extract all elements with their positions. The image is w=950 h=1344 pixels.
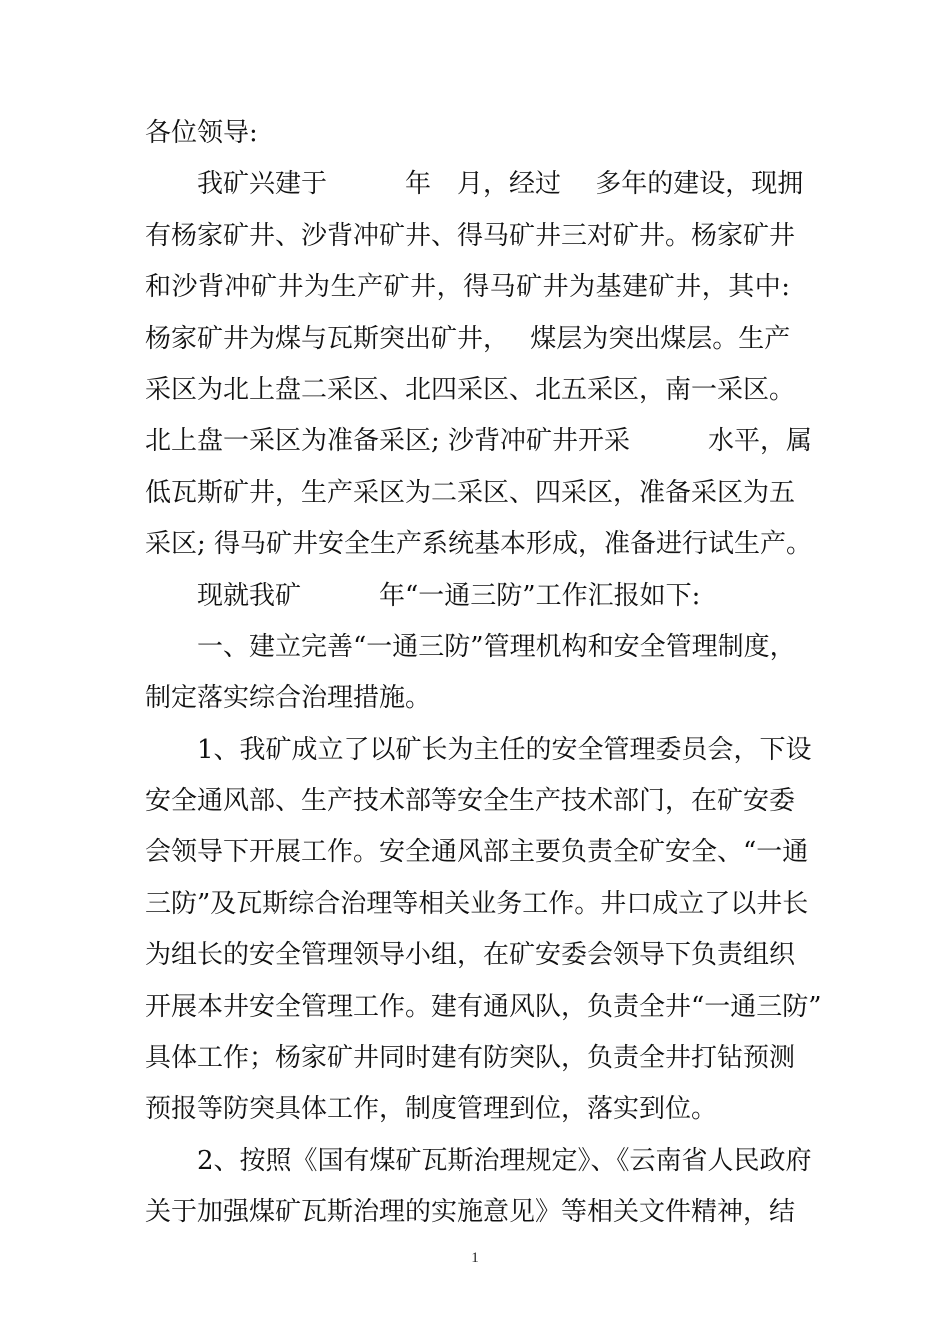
paragraph-line: 采区; 得马矿井安全生产系统基本形成，准备进行试生产。 <box>145 529 813 560</box>
paragraph-line: 具体工作；杨家矿井同时建有防突队，负责全井打钻预测 <box>145 1043 796 1074</box>
paragraph-line: 安全通风部、生产技术部等安全生产技术部门，在矿安委 <box>145 786 796 817</box>
paragraph-line: 三防”及瓦斯综合治理等相关业务工作。井口成立了以井长 <box>145 888 809 919</box>
section-heading-line: 制定落实综合治理措施。 <box>145 683 432 714</box>
paragraph-line: 北上盘一采区为准备采区; 沙背冲矿井开采 水平，属 <box>145 426 813 457</box>
paragraph-line: 现就我矿 年“一通三防”工作汇报如下: <box>197 580 701 611</box>
paragraph-line: 关于加强煤矿瓦斯治理的实施意见》等相关文件精神，结 <box>145 1197 796 1228</box>
paragraph-line: 1、我矿成立了以矿长为主任的安全管理委员会，下设 <box>197 734 812 765</box>
paragraph-line: 有杨家矿井、沙背冲矿井、得马矿井三对矿井。杨家矿井 <box>145 220 796 251</box>
document-body <box>145 108 822 1239</box>
paragraph-line: 采区为北上盘二采区、北四采区、北五采区，南一采区。 <box>145 374 796 405</box>
paragraph-line: 会领导下开展工作。安全通风部主要负责全矿安全、“一通 <box>145 837 809 868</box>
paragraph-line: 低瓦斯矿井，生产采区为二采区、四采区，准备采区为五 <box>145 477 796 508</box>
paragraph-line: 杨家矿井为煤与瓦斯突出矿井， 煤层为突出煤层。生产 <box>145 323 791 354</box>
paragraph-line: 2、按照《国有煤矿瓦斯治理规定》、《云南省人民政府 <box>197 1145 812 1176</box>
paragraph-line: 和沙背冲矿井为生产矿井，得马矿井为基建矿井，其中: <box>145 272 790 303</box>
paragraph-line: 我矿兴建于 年 月，经过 多年的建设，现拥 <box>197 169 804 200</box>
section-heading-line: 一、建立完善“一通三防”管理机构和安全管理制度， <box>197 631 796 662</box>
paragraph-line: 预报等防突具体工作，制度管理到位，落实到位。 <box>145 1094 718 1125</box>
paragraph-line: 开展本井安全管理工作。建有通风队，负责全井“一通三防” <box>145 991 822 1022</box>
greeting-line: 各位领导: <box>145 118 258 148</box>
page-number: 1 <box>471 1250 479 1266</box>
paragraph-line: 为组长的安全管理领导小组，在矿安委会领导下负责组织 <box>145 940 796 971</box>
